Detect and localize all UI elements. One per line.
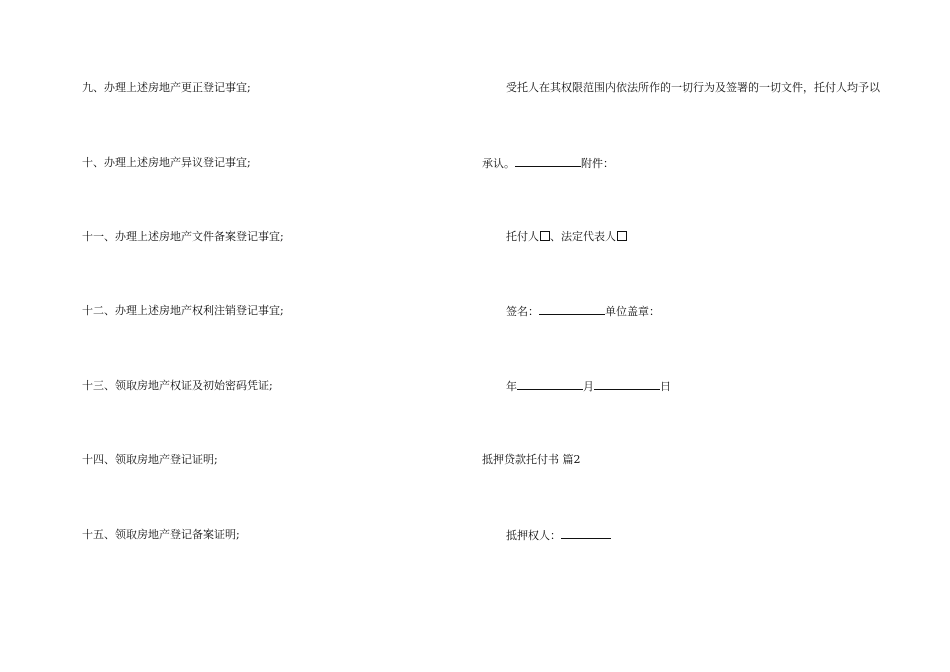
signer-type-line (482, 230, 627, 244)
year-blank[interactable] (517, 379, 583, 390)
month-label: 月 (583, 380, 594, 393)
list-item: 十三、领取房地产权证及初始密码凭证; (82, 379, 273, 392)
ratify-attachment-line (482, 156, 614, 171)
signature-line (482, 304, 660, 319)
principal-checkbox[interactable] (540, 231, 550, 241)
ratify-paragraph: 受托人在其权限范围内依法所作的一切行为及签署的一切文件，托付人均予以 (506, 81, 880, 94)
signature-blank[interactable] (539, 304, 605, 315)
ratify-end-text: 承认。 (482, 157, 515, 170)
mortgagee-label: 抵押权人： (506, 529, 561, 542)
list-item: 九、办理上述房地产更正登记事宜; (82, 81, 251, 94)
list-item: 十、办理上述房地产异议登记事宜; (82, 156, 251, 169)
mortgagee-line (482, 528, 611, 543)
attachment-label: 附件： (581, 157, 614, 170)
list-item: 十二、办理上述房地产权利注销登记事宜; (82, 304, 284, 317)
section-title: 抵押贷款托付书 篇2 (482, 453, 581, 466)
attachment-blank[interactable] (515, 156, 581, 167)
list-item: 十一、办理上述房地产文件备案登记事宜; (82, 230, 284, 243)
day-label: 日 (660, 380, 671, 393)
legal-rep-checkbox[interactable] (617, 231, 627, 241)
signature-label: 签名： (506, 305, 539, 318)
principal-label: 托付人 (506, 230, 539, 243)
list-item: 十五、领取房地产登记备案证明; (82, 528, 240, 541)
date-line (482, 379, 671, 394)
seal-label: 单位盖章： (605, 305, 660, 318)
separator: 、 (550, 230, 561, 243)
month-blank[interactable] (594, 379, 660, 390)
year-label: 年 (506, 380, 517, 393)
legal-rep-label: 法定代表人 (561, 230, 616, 243)
list-item: 十四、领取房地产登记证明; (82, 453, 218, 466)
mortgagee-blank[interactable] (561, 528, 611, 539)
